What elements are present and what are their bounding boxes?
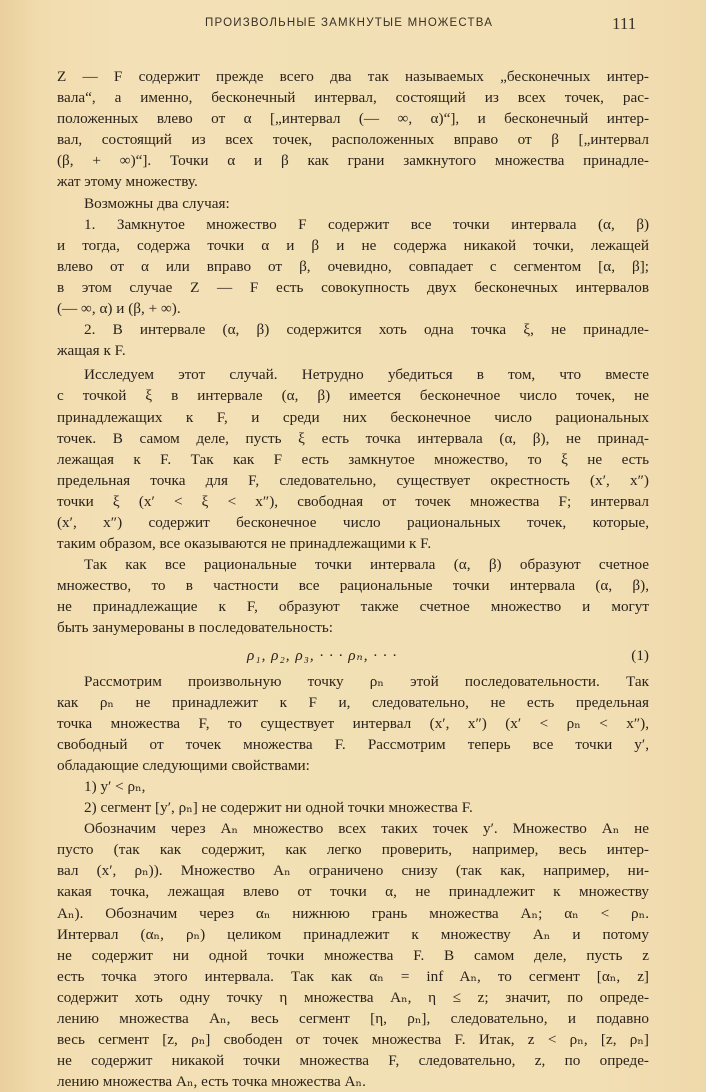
display-formula — [57, 641, 649, 671]
running-title: ПРОИЗВОЛЬНЫЕ ЗАМКНУТЫЕ МНОЖЕСТВА — [205, 17, 494, 29]
text-line: 1) y′ < ρₙ, — [84, 778, 146, 795]
page-number: 111 — [612, 14, 637, 33]
text-line: не содержит ни одной точки множества F. В самом деле, пусть z — [57, 946, 649, 964]
page-body — [57, 66, 649, 1092]
text-line: содержит хоть одну точку η множества Aₙ, η ≤ z; значит, по опреде- — [57, 988, 649, 1006]
text-line: лению множества Aₙ, весь сегмент [η, ρₙ], следовательно, и подавно — [57, 1010, 649, 1028]
text-line: обладающие следующими свойствами: — [57, 756, 310, 774]
text-line: как ρₙ не принадлежит к F и, следовательно, не есть предельная — [57, 693, 649, 711]
text-line: влево от α или вправо от β, очевидно, совпадает с сегментом [α, β]; — [57, 257, 649, 275]
text-line: предельная точка для F, следовательно, существует окрестность (x′, x″) — [57, 471, 649, 489]
text-line: таким образом, все оказываются не принадлежащими к F. — [57, 535, 432, 553]
text-line: Обозначим через Aₙ множество всех таких точек y′. Множество Aₙ не — [84, 820, 649, 838]
text-line: лению множества Aₙ, есть точка множества Aₙ. — [57, 1073, 366, 1091]
text-line: 2) сегмент [y′, ρₙ] не содержит ни одной точки множества F. — [84, 799, 473, 817]
text-line: вала“, а именно, бесконечный интервал, состоящий из всех точек, рас- — [57, 89, 649, 107]
text-line: точек. В самом деле, пусть ξ есть точка интервала (α, β), не принад- — [57, 429, 649, 447]
text-line: весь сегмент [z, ρₙ] свободен от точек множества F. Итак, z < ρₙ, [z, ρₙ] — [57, 1031, 649, 1049]
text-line: Интервал (αₙ, ρₙ) целиком принадлежит к множеству Aₙ и потому — [57, 925, 649, 943]
text-line: Так как все рациональные точки интервала (α, β) образуют счетное — [84, 556, 649, 574]
text-line: Возможны два случая: — [84, 194, 230, 212]
text-line: не принадлежащие к F, образуют также счетное множество и могут — [57, 598, 649, 616]
text-line: множество, то в частности все рациональные точки интервала (α, β), — [57, 577, 649, 595]
sequence-formula: ρ₁, ρ₂, ρ₃, · · · ρₙ, · · · — [247, 646, 398, 664]
text-line: принадлежащих к F, и среди них бесконечное число рациональных — [57, 408, 649, 426]
text-line: (β, + ∞)“]. Точки α и β как грани замкнутого множества принадле- — [57, 152, 649, 170]
text-line: и тогда, содержа точки α и β и не содержа никакой точки, лежащей — [57, 236, 649, 254]
text-line: не содержит никакой точки множества F, следовательно, z, по опреде- — [57, 1052, 649, 1070]
text-line: Z — F содержит прежде всего два так называемых „бесконечных интер- — [57, 68, 649, 85]
text-line: (x′, x″) содержит бесконечное число рациональных точек, которые, — [57, 513, 649, 531]
text-line: 2. В интервале (α, β) содержится хоть одна точка ξ, не принадле- — [84, 321, 649, 339]
text-line: жащая к F. — [57, 342, 126, 360]
text-line: быть занумерованы в последовательность: — [57, 619, 334, 637]
text-line: Исследуем этот случай. Нетрудно убедиться в том, что вместе — [84, 366, 649, 384]
equation-number: (1) — [631, 646, 649, 664]
text-line: какая точка, лежащая влево от точки α, не принадлежит к множеству — [57, 883, 649, 901]
text-line: жат этому множеству. — [57, 173, 198, 191]
text-line: с точкой ξ в интервале (α, β) имеется бесконечное число точек, не — [57, 387, 649, 405]
text-line: Aₙ). Обозначим через αₙ нижнюю грань множества Aₙ; αₙ < ρₙ. — [57, 904, 649, 922]
text-line: в этом случае Z — F есть совокупность двух бесконечных интервалов — [57, 278, 649, 296]
text-line: точка множества F, то существует интервал (x′, x″) (x′ < ρₙ < x″), — [57, 714, 649, 732]
text-line: (— ∞, α) и (β, + ∞). — [57, 300, 181, 318]
text-line: есть точка этого интервала. Так как αₙ = inf Aₙ, то сегмент [αₙ, z] — [57, 967, 649, 985]
page-header — [0, 14, 706, 34]
text-line: положенных влево от α [„интервал (— ∞, α)“], и бесконечный интер- — [57, 110, 649, 128]
text-line: свободный от точек множества F. Рассмотрим теперь все точки y′, — [57, 735, 649, 753]
text-line: вал, состоящий из всех точек, расположенных вправо от β [„интервал — [57, 131, 649, 149]
text-line: Рассмотрим произвольную точку ρₙ этой последовательности. Так — [84, 672, 649, 690]
text-line: точки ξ (x′ < ξ < x″), свободная от точек множества F; интервал — [57, 492, 649, 510]
text-line: 1. Замкнутое множество F содержит все точки интервала (α, β) — [84, 215, 649, 233]
text-line: пусто (так как содержит, как легко проверить, например, весь интер- — [57, 841, 649, 859]
text-line: вал (x′, ρₙ)). Множество Aₙ ограничено снизу (так как, например, ни- — [57, 862, 649, 880]
text-line: лежащая к F. Так как F есть замкнутое множество, то ξ не есть — [57, 450, 649, 468]
